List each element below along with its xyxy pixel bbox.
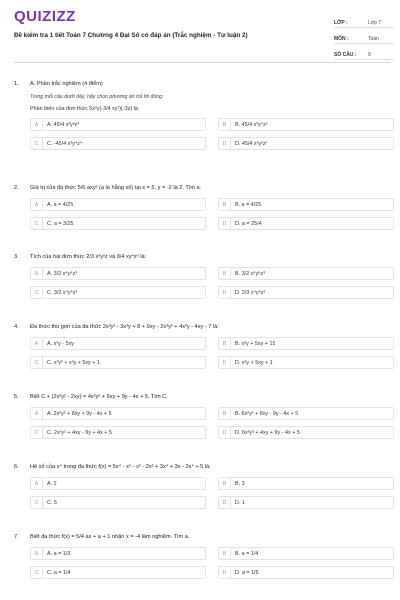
question-text: Giá trị của đa thức 5/6 axy² (a là hằng số) tại x = 5, y = -2 là 2. Tìm a. xyxy=(30,185,202,191)
option-text: B. a = 1/4 xyxy=(235,550,259,557)
option-c[interactable] xyxy=(30,286,206,299)
option-letter: B xyxy=(219,119,231,130)
question-number: 3. xyxy=(14,254,19,260)
option-text: C. a = 3/25 xyxy=(47,220,74,227)
option-letter: A xyxy=(31,548,43,559)
option-letter: A xyxy=(31,199,43,210)
meta-value: Toán xyxy=(368,36,379,42)
option-b[interactable] xyxy=(218,407,394,420)
option-text: C. a = 1/4 xyxy=(47,569,71,576)
option-b[interactable] xyxy=(218,477,394,490)
option-letter: C xyxy=(31,497,43,508)
meta-value: Lớp 7 xyxy=(368,20,382,26)
option-letter: C xyxy=(31,427,43,438)
option-text: C. x³y² + x³y + 5xy + 1 xyxy=(47,359,100,366)
option-letter: D xyxy=(219,218,231,229)
question-5 xyxy=(14,393,394,439)
meta-box xyxy=(334,12,394,60)
option-letter: B xyxy=(219,478,231,489)
option-letter: B xyxy=(219,548,231,559)
option-letter: C xyxy=(31,357,43,368)
option-letter: A xyxy=(31,408,43,419)
question-text: Hệ số của x⁴ trong đa thức f(x) = 5x⁴ - x⁶ - x² - 2x³ + 3x⁴ + 3x - 2x⁴ + 5 là: xyxy=(30,464,211,470)
option-text: B. a = 4/25 xyxy=(235,201,262,208)
question-number: 7. xyxy=(14,534,19,540)
option-letter: D xyxy=(219,427,231,438)
question-7 xyxy=(14,533,394,579)
option-text: C. -45/4 x³y⁴z⁴ xyxy=(47,140,83,147)
question-4 xyxy=(14,323,394,369)
option-c[interactable] xyxy=(30,217,206,230)
option-letter: D xyxy=(219,567,231,578)
options-grid xyxy=(30,267,394,299)
options-grid xyxy=(30,337,394,369)
option-d[interactable] xyxy=(218,217,394,230)
meta-row-count xyxy=(334,44,394,60)
option-letter: A xyxy=(31,338,43,349)
question-number: 2. xyxy=(14,185,19,191)
option-letter: B xyxy=(219,338,231,349)
question-number: 4. xyxy=(14,324,19,330)
meta-key: MÔN : xyxy=(334,36,349,42)
option-d[interactable] xyxy=(218,496,394,509)
question-3 xyxy=(14,253,394,299)
option-a[interactable] xyxy=(30,547,206,560)
options-grid xyxy=(30,477,394,509)
option-text: D. a = 25/4 xyxy=(235,220,262,227)
option-text: D. 6x²y² + 4xy + 9y - 4x + 5 xyxy=(235,429,300,436)
option-a[interactable] xyxy=(30,267,206,280)
option-b[interactable] xyxy=(218,267,394,280)
question-2 xyxy=(14,184,394,230)
question-text: Biết C + (2x²y² - 2xy) = 4x²y² + 6xy + 9y - 4x + 5. Tìm C. xyxy=(30,394,168,400)
option-text: A. 45/4 x³y³z³ xyxy=(47,121,80,128)
option-text: A. x³y - 5xy xyxy=(47,340,74,347)
option-text: D. a = 1/5 xyxy=(235,569,259,576)
option-letter: D xyxy=(219,138,231,149)
option-letter: C xyxy=(31,287,43,298)
option-b[interactable] xyxy=(218,118,394,131)
option-text: C. 3/2 x⁴y⁶z³ xyxy=(47,289,78,296)
meta-row-class xyxy=(334,12,394,28)
meta-value: 9 xyxy=(368,52,371,58)
question-text: Tích của hai đơn thức 2/3 x³y²z và 9/4 xy⁴z² là: xyxy=(30,254,147,260)
option-d[interactable] xyxy=(218,356,394,369)
options-grid xyxy=(30,547,394,579)
option-letter: A xyxy=(31,268,43,279)
option-text: B. 3/2 x⁴y⁶z³ xyxy=(235,270,265,277)
header-divider xyxy=(14,62,390,63)
option-text: B. 3 xyxy=(235,480,245,487)
option-b[interactable] xyxy=(218,337,394,350)
option-a[interactable] xyxy=(30,337,206,350)
question-text: Biết đa thức f(x) = 5/4 ax + a + 1 nhận x = -4 làm nghiệm. Tìm a. xyxy=(30,534,190,540)
question-number: 5. xyxy=(14,394,19,400)
option-d[interactable] xyxy=(218,137,394,150)
option-letter: B xyxy=(219,268,231,279)
option-letter: B xyxy=(219,199,231,210)
option-text: D. 1 xyxy=(235,499,245,506)
option-c[interactable] xyxy=(30,137,206,150)
option-letter: B xyxy=(219,408,231,419)
option-text: D. 45/4 x³y²z² xyxy=(235,140,268,147)
option-letter: A xyxy=(31,119,43,130)
option-letter: D xyxy=(219,357,231,368)
option-text: D. x³y + 5xy + 1 xyxy=(235,359,273,366)
option-letter: A xyxy=(31,478,43,489)
option-c[interactable] xyxy=(30,356,206,369)
question-number: 1. xyxy=(14,81,19,87)
option-letter: D xyxy=(219,287,231,298)
option-text: A. 3/2 x⁴y⁶z³ xyxy=(47,270,77,277)
option-d[interactable] xyxy=(218,566,394,579)
question-1 xyxy=(14,80,394,150)
option-text: C. 5 xyxy=(47,499,57,506)
option-text: C. 2x²y² + 4xy - 9y + 4x + 5 xyxy=(47,429,112,436)
option-b[interactable] xyxy=(218,198,394,211)
option-text: A. 2x²y² + 8xy + 9y - 4x + 5 xyxy=(47,410,112,417)
option-d[interactable] xyxy=(218,286,394,299)
options-grid xyxy=(30,118,394,150)
options-grid xyxy=(30,198,394,230)
option-text: A. a = 1/3 xyxy=(47,550,71,557)
option-c[interactable] xyxy=(30,426,206,439)
option-text: A. 2 xyxy=(47,480,57,487)
question-text: Đa thức thu gọn của đa thức 2x³y² - 3x³y + 8 + 9xy - 2x³y² + 4x³y - 4xy - 7 là: xyxy=(30,324,219,330)
option-a[interactable] xyxy=(30,407,206,420)
meta-key: SỐ CÂU : xyxy=(334,52,357,58)
question-instruction: Phần biến của đơn thức 5x²y(-3/4 xy²)(-3z) là: xyxy=(30,106,140,112)
option-text: B. 45/4 x³y⁴z² xyxy=(235,121,268,128)
option-letter: C xyxy=(31,567,43,578)
option-letter: C xyxy=(31,138,43,149)
question-subtitle: Trong mỗi câu dưới đây, hãy chọn phương án trả lời đúng: xyxy=(30,94,164,100)
option-c[interactable] xyxy=(30,566,206,579)
question-number: 6. xyxy=(14,464,19,470)
meta-row-subject xyxy=(334,28,394,44)
option-b[interactable] xyxy=(218,547,394,560)
option-a[interactable] xyxy=(30,477,206,490)
option-letter: C xyxy=(31,218,43,229)
option-text: A. a = 4/25 xyxy=(47,201,74,208)
option-letter: D xyxy=(219,497,231,508)
option-a[interactable] xyxy=(30,198,206,211)
option-text: B. 6x²y² + 8xy - 9y - 4x + 5 xyxy=(235,410,299,417)
question-text: A. Phần trắc nghiệm (4 điểm) xyxy=(30,81,103,87)
worksheet-title: Đề kiểm tra 1 tiết Toán 7 Chương 4 Đại Số có đáp án (Trắc nghiệm - Tự luận 2) xyxy=(14,32,248,39)
options-grid xyxy=(30,407,394,439)
option-text: B. x³y + 5xy + 15 xyxy=(235,340,276,347)
quizizz-logo: QUIZIZZ xyxy=(14,8,76,25)
option-d[interactable] xyxy=(218,426,394,439)
option-c[interactable] xyxy=(30,496,206,509)
option-text: D. 2/3 x⁴y⁶z³ xyxy=(235,289,266,296)
question-6 xyxy=(14,463,394,509)
option-a[interactable] xyxy=(30,118,206,131)
meta-key: LỚP : xyxy=(334,20,348,26)
